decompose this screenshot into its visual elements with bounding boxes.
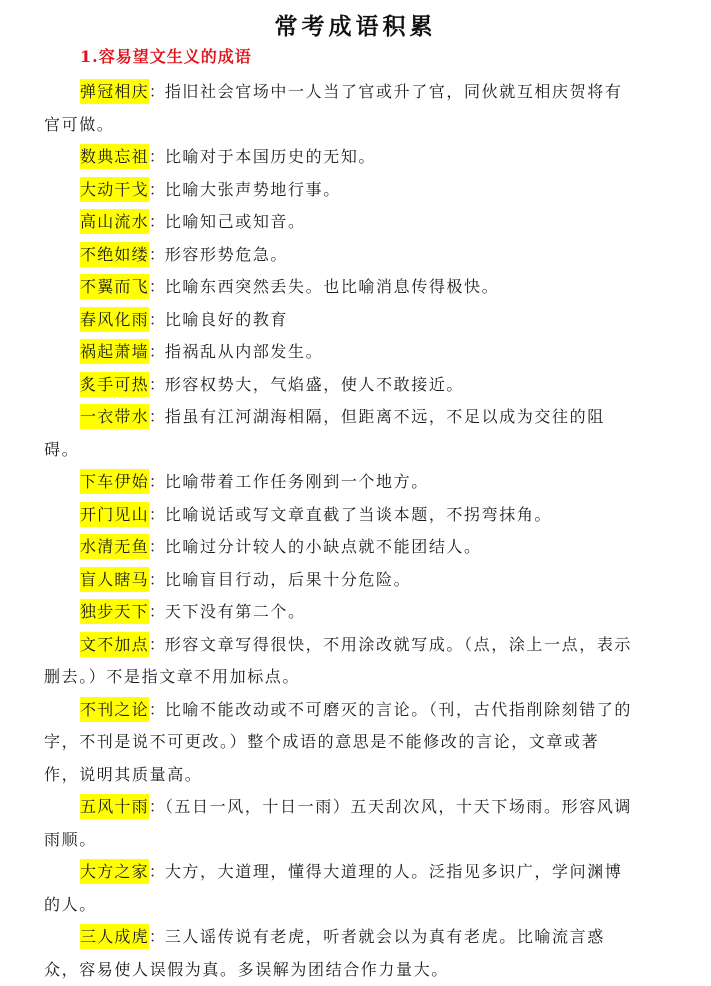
separator: ： xyxy=(148,634,165,654)
idiom-term: 不翼而飞 xyxy=(80,274,149,299)
idiom-entry xyxy=(44,466,634,499)
separator: ： xyxy=(148,147,165,166)
idiom-entry xyxy=(44,596,634,629)
idiom-definition: 形容形势危急。 xyxy=(164,244,289,264)
idiom-entry xyxy=(44,564,634,597)
idiom-entry xyxy=(44,694,634,792)
idiom-definition: 比喻良好的教育 xyxy=(164,309,289,329)
idiom-definition: 比喻对于本国历史的无知。 xyxy=(164,147,377,166)
separator: ： xyxy=(148,797,165,816)
idiom-entry xyxy=(44,531,634,564)
separator: ： xyxy=(148,699,165,719)
idiom-definition: 指祸乱从内部发生。 xyxy=(164,342,324,361)
idiom-definition: 比喻过分计较人的小缺点就不能团结人。 xyxy=(164,537,482,556)
idiom-term: 大方之家 xyxy=(80,859,149,884)
idiom-definition: 形容权势大，气焰盛，使人不敢接近。 xyxy=(164,374,465,394)
separator: ： xyxy=(148,569,165,589)
separator: ： xyxy=(148,602,165,621)
separator: ： xyxy=(148,82,165,101)
idiom-entry xyxy=(44,401,634,466)
idiom-term: 高山流水 xyxy=(80,209,149,234)
idiom-term: 三人成虎 xyxy=(80,924,149,949)
idiom-definition: 比喻大张声势地行事。 xyxy=(164,179,341,199)
idiom-definition: 比喻说话或写文章直截了当谈本题，不拐弯抹角。 xyxy=(164,504,553,524)
idiom-entry xyxy=(44,336,634,369)
idiom-entry xyxy=(44,76,634,141)
separator: ： xyxy=(148,179,165,199)
separator: ： xyxy=(148,862,165,881)
idiom-definition: 指旧社会官场中一人当了官或升了官，同伙就互相庆贺将有官可做。 xyxy=(44,82,623,134)
idiom-definition: 比喻盲目行动，后果十分危险。 xyxy=(164,569,412,589)
idiom-definition: 天下没有第二个。 xyxy=(164,602,306,621)
separator: ： xyxy=(148,537,165,556)
idiom-term: 炙手可热 xyxy=(80,372,149,397)
page-title: 常考成语积累 xyxy=(274,13,437,40)
idiom-definition: 比喻带着工作任务刚到一个地方。 xyxy=(164,472,429,491)
idiom-definition: （五日一风，十日一雨）五天刮次风，十天下场雨。形容风调雨顺。 xyxy=(44,797,633,849)
idiom-definition: 三人谣传说有老虎，听者就会以为真有老虎。比喻流言惑众，容易使人误假为真。多误解为团结合作力量大。 xyxy=(44,927,605,979)
idiom-entry xyxy=(44,921,634,986)
idiom-term: 一衣带水 xyxy=(80,404,149,429)
separator: ： xyxy=(148,309,165,329)
idiom-entry xyxy=(44,271,634,304)
idiom-entry xyxy=(44,239,634,272)
idiom-term: 数典忘祖 xyxy=(80,144,149,169)
idiom-term: 盲人瞎马 xyxy=(80,567,149,592)
section-title xyxy=(80,44,252,67)
idiom-entry xyxy=(44,141,634,174)
idiom-term: 不绝如缕 xyxy=(80,242,149,267)
idiom-definition: 形容文章写得很快，不用涂改就写成。（点，涂上一点，表示删去。）不是指文章不用加标点。 xyxy=(44,634,633,686)
separator: ： xyxy=(148,407,165,426)
idiom-term: 祸起萧墙 xyxy=(80,339,149,364)
idiom-entry xyxy=(44,856,634,921)
idiom-entry xyxy=(44,369,634,402)
idiom-term: 春风化雨 xyxy=(80,307,149,332)
separator: ： xyxy=(148,472,165,491)
idiom-term: 独步天下 xyxy=(80,599,149,624)
idiom-entry xyxy=(44,174,634,207)
section-number: 1. xyxy=(80,47,99,66)
separator: ： xyxy=(148,342,165,361)
section-title-text: 容易望文生义的成语 xyxy=(98,47,252,66)
idiom-entry xyxy=(44,499,634,532)
separator: ： xyxy=(148,504,165,524)
idiom-entry xyxy=(44,629,634,694)
idiom-definition: 比喻东西突然丢失。也比喻消息传得极快。 xyxy=(164,277,500,296)
idiom-term: 不刊之论 xyxy=(80,697,149,722)
idiom-definition: 比喻知己或知音。 xyxy=(164,212,306,231)
idiom-definition: 比喻不能改动或不可磨灭的言论。（刊，古代指削除刻错了的字，不刊是说不可更改。）整个成语的意思是不能修改的言论，文章或著作，说明其质量高。 xyxy=(44,699,633,784)
idiom-list xyxy=(44,76,634,986)
idiom-term: 开门见山 xyxy=(80,502,149,527)
separator: ： xyxy=(148,374,165,394)
separator: ： xyxy=(148,927,165,946)
idiom-term: 五风十雨 xyxy=(80,794,149,819)
idiom-entry xyxy=(44,791,634,856)
idiom-definition: 大方，大道理，懂得大道理的人。泛指见多识广，学问渊博的人。 xyxy=(44,862,623,914)
separator: ： xyxy=(148,212,165,231)
idiom-entry xyxy=(44,304,634,337)
idiom-term: 水清无鱼 xyxy=(80,534,149,559)
idiom-term: 大动干戈 xyxy=(80,177,149,202)
separator: ： xyxy=(148,277,165,296)
idiom-entry xyxy=(44,206,634,239)
idiom-definition: 指虽有江河湖海相隔，但距离不远，不足以成为交往的阻碍。 xyxy=(44,407,605,459)
idiom-term: 文不加点 xyxy=(80,632,149,657)
separator: ： xyxy=(148,244,165,264)
idiom-term: 下车伊始 xyxy=(80,469,149,494)
idiom-term: 弹冠相庆 xyxy=(80,79,149,104)
